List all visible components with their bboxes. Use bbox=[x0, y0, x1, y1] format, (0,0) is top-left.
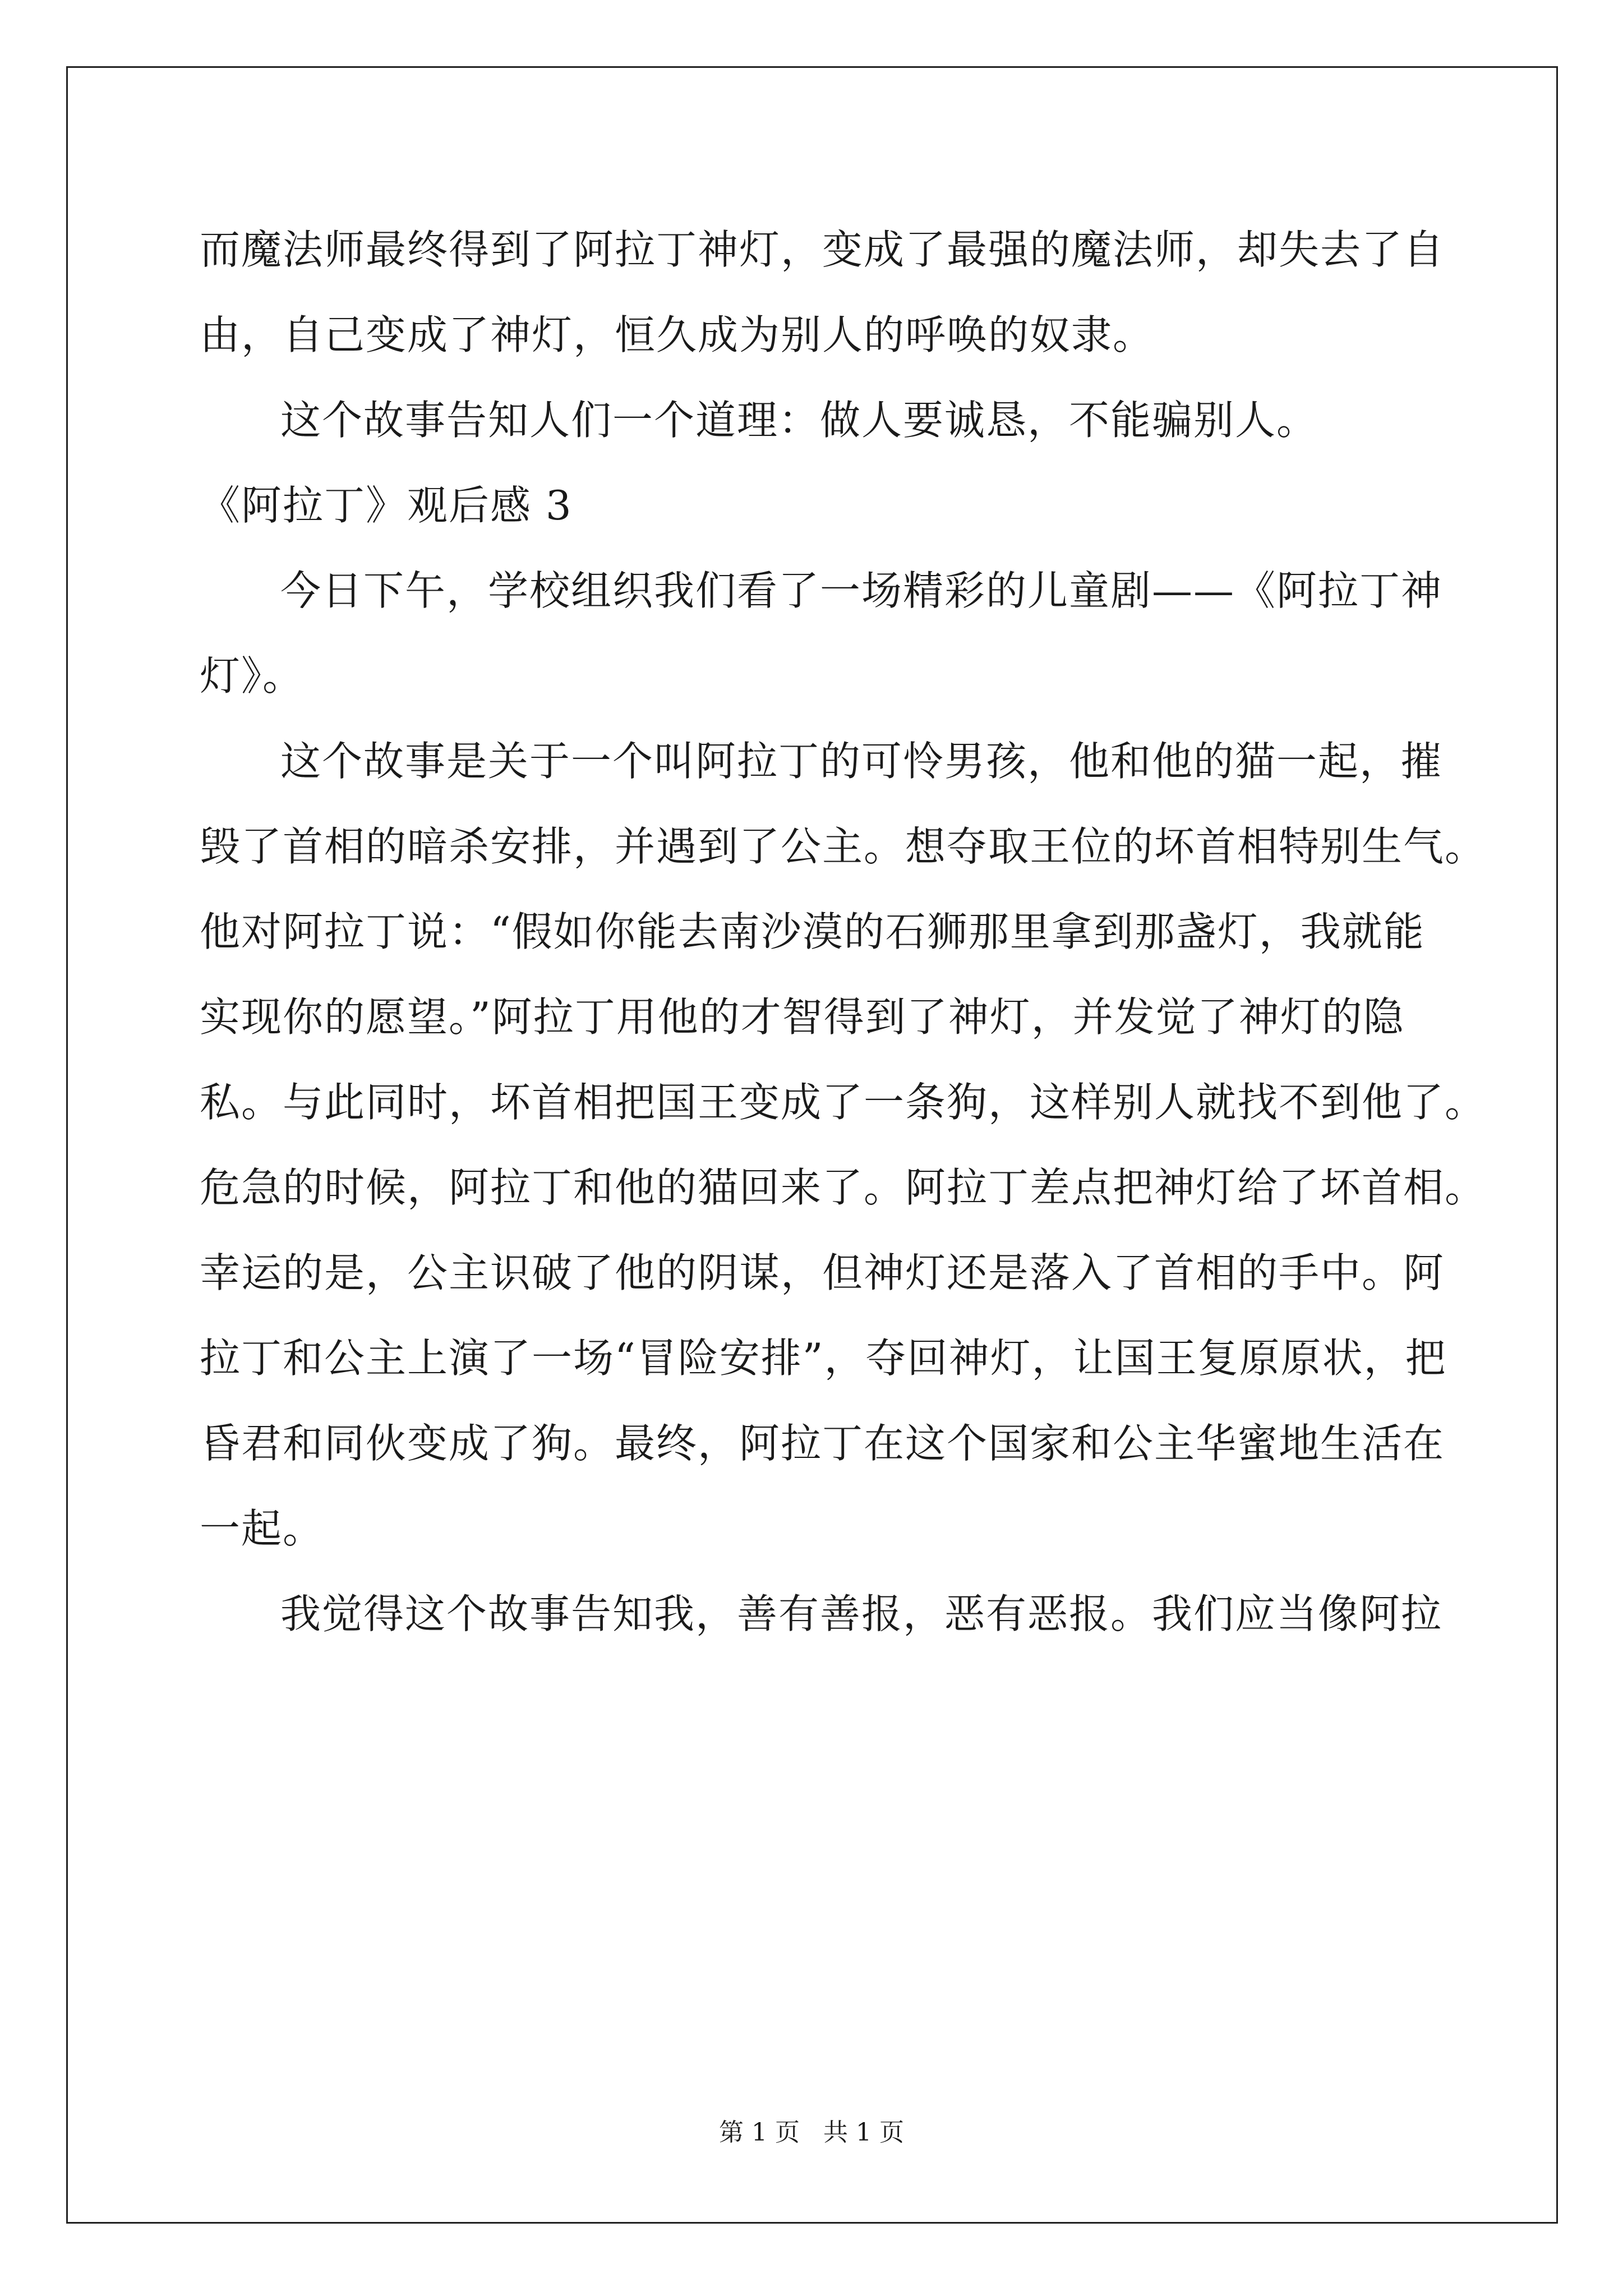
text-line: 昏君和同伙变成了狗。最终，阿拉丁在这个国家和公主华蜜地生活在 bbox=[200, 1420, 1445, 1467]
paragraph-line: 这个故事是关于一个叫阿拉丁的可怜男孩，他和他的猫一起，摧 bbox=[280, 738, 1443, 785]
paragraph-line: 我觉得这个故事告知我，善有善报，恶有恶报。我们应当像阿拉 bbox=[280, 1590, 1443, 1637]
paragraph-line: 今日下午，学校组织我们看了一场精彩的儿童剧——《阿拉丁神 bbox=[280, 567, 1443, 614]
text-line: 危急的时候，阿拉丁和他的猫回来了。阿拉丁差点把神灯给了坏首相。 bbox=[200, 1164, 1487, 1211]
page-footer: 第 1 页 共 1 页 bbox=[719, 2118, 904, 2147]
text-line: 由，自己变成了神灯，恒久成为别人的呼唤的奴隶。 bbox=[200, 311, 1155, 358]
text-line: 毁了首相的暗杀安排，并遇到了公主。想夺取王位的坏首相特别生气。 bbox=[200, 823, 1487, 870]
paragraph-line: 这个故事告知人们一个道理：做人要诚恳，不能骗别人。 bbox=[280, 397, 1318, 444]
section-heading: 《阿拉丁》观后感 3 bbox=[200, 482, 573, 529]
text-line: 私。与此同时，坏首相把国王变成了一条狗，这样别人就找不到他了。 bbox=[200, 1079, 1487, 1126]
text-line: 实现你的愿望。”阿拉丁用他的才智得到了神灯，并发觉了神灯的隐 bbox=[200, 993, 1405, 1041]
text-line: 他对阿拉丁说：“假如你能去南沙漠的石狮那里拿到那盏灯，我就能 bbox=[200, 908, 1425, 955]
text-line: 拉丁和公主上演了一场“冒险安排”，夺回神灯，让国王复原原状，把 bbox=[200, 1335, 1447, 1382]
text-line: 幸运的是，公主识破了他的阴谋，但神灯还是落入了首相的手中。阿 bbox=[200, 1249, 1445, 1296]
page-border bbox=[66, 66, 1558, 2224]
text-line: 灯》。 bbox=[200, 652, 305, 700]
text-line: 而魔法师最终得到了阿拉丁神灯，变成了最强的魔法师，却失去了自 bbox=[200, 226, 1445, 273]
text-line: 一起。 bbox=[200, 1505, 325, 1552]
